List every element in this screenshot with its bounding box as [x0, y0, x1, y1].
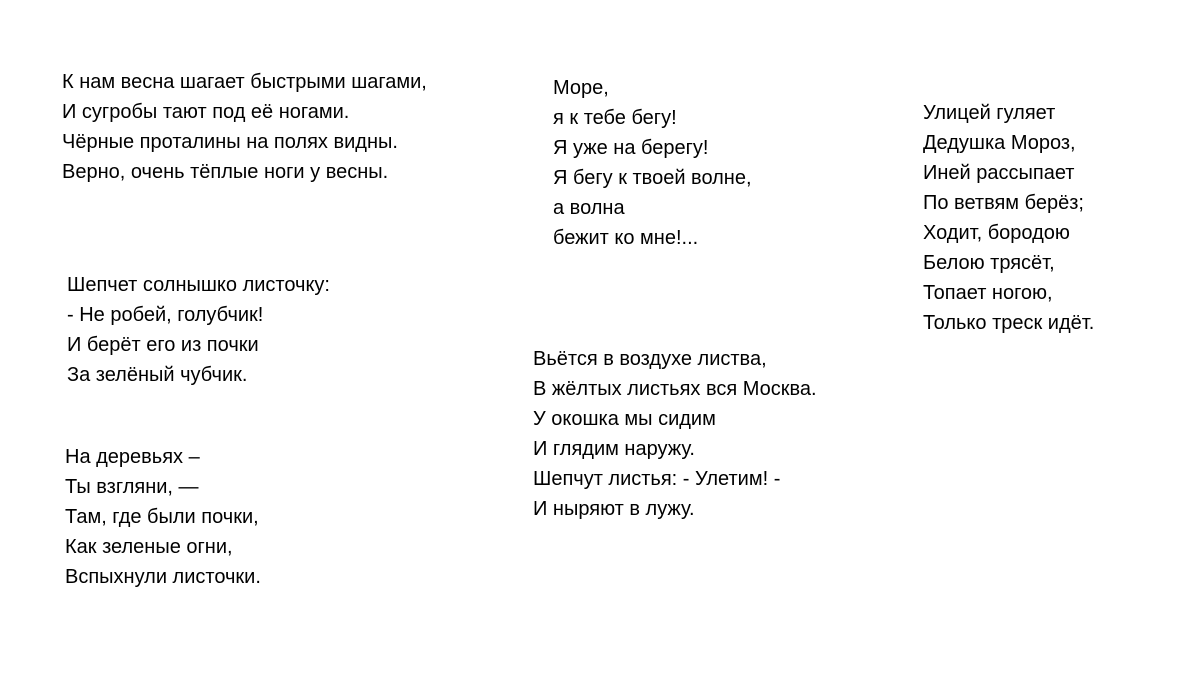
poem-line: Там, где были почки, — [65, 506, 259, 528]
poem-line: На деревьях – — [65, 446, 200, 468]
poem-line: По ветвям берёз; — [923, 192, 1084, 214]
poem-line: Шепчут листья: - Улетим! - — [533, 468, 781, 490]
poem-line: У окошка мы сидим — [533, 408, 716, 430]
poem-sea — [553, 73, 752, 253]
poem-line: Ты взгляни, — — [65, 476, 199, 498]
poem-line: И ныряют в лужу. — [533, 498, 695, 520]
poem-trees — [65, 442, 261, 592]
poem-line: Улицей гуляет — [923, 102, 1056, 124]
poem-line: Вьётся в воздухе листва, — [533, 348, 767, 370]
poem-line: Иней рассыпает — [923, 162, 1075, 184]
poem-line: Ходит, бородою — [923, 222, 1070, 244]
poem-line: Верно, очень тёплые ноги у весны. — [62, 161, 389, 183]
poem-line: Как зеленые огни, — [65, 536, 233, 558]
poem-line: В жёлтых листьях вся Москва. — [533, 378, 817, 400]
poem-leaves — [533, 344, 817, 524]
poem-line: Дедушка Мороз, — [923, 132, 1076, 154]
poem-frost — [923, 98, 1094, 338]
poem-line: Шепчет солнышко листочку: — [67, 274, 330, 296]
poem-line: Чёрные проталины на полях видны. — [62, 131, 398, 153]
poem-line: Только треск идёт. — [923, 312, 1095, 334]
poem-line: Я уже на берегу! — [553, 137, 709, 159]
poem-line: Вспыхнули листочки. — [65, 566, 261, 588]
poem-line: бежит ко мне!... — [553, 227, 699, 249]
poem-line: Я бегу к твоей волне, — [553, 167, 752, 189]
poem-line: - Не робей, голубчик! — [67, 304, 264, 326]
poem-line: я к тебе бегу! — [553, 107, 677, 129]
poem-line: а волна — [553, 197, 625, 219]
poem-line: И сугробы тают под её ногами. — [62, 101, 350, 123]
poem-line: И глядим наружу. — [533, 438, 695, 460]
poem-line: Белою трясёт, — [923, 252, 1055, 274]
poem-line: За зелёный чубчик. — [67, 364, 248, 386]
poem-line: И берёт его из почки — [67, 334, 259, 356]
poem-spring — [62, 67, 427, 187]
poem-line: Море, — [553, 77, 609, 99]
poem-line: К нам весна шагает быстрыми шагами, — [62, 71, 427, 93]
poem-line: Топает ногою, — [923, 282, 1053, 304]
poem-sun — [67, 270, 330, 390]
